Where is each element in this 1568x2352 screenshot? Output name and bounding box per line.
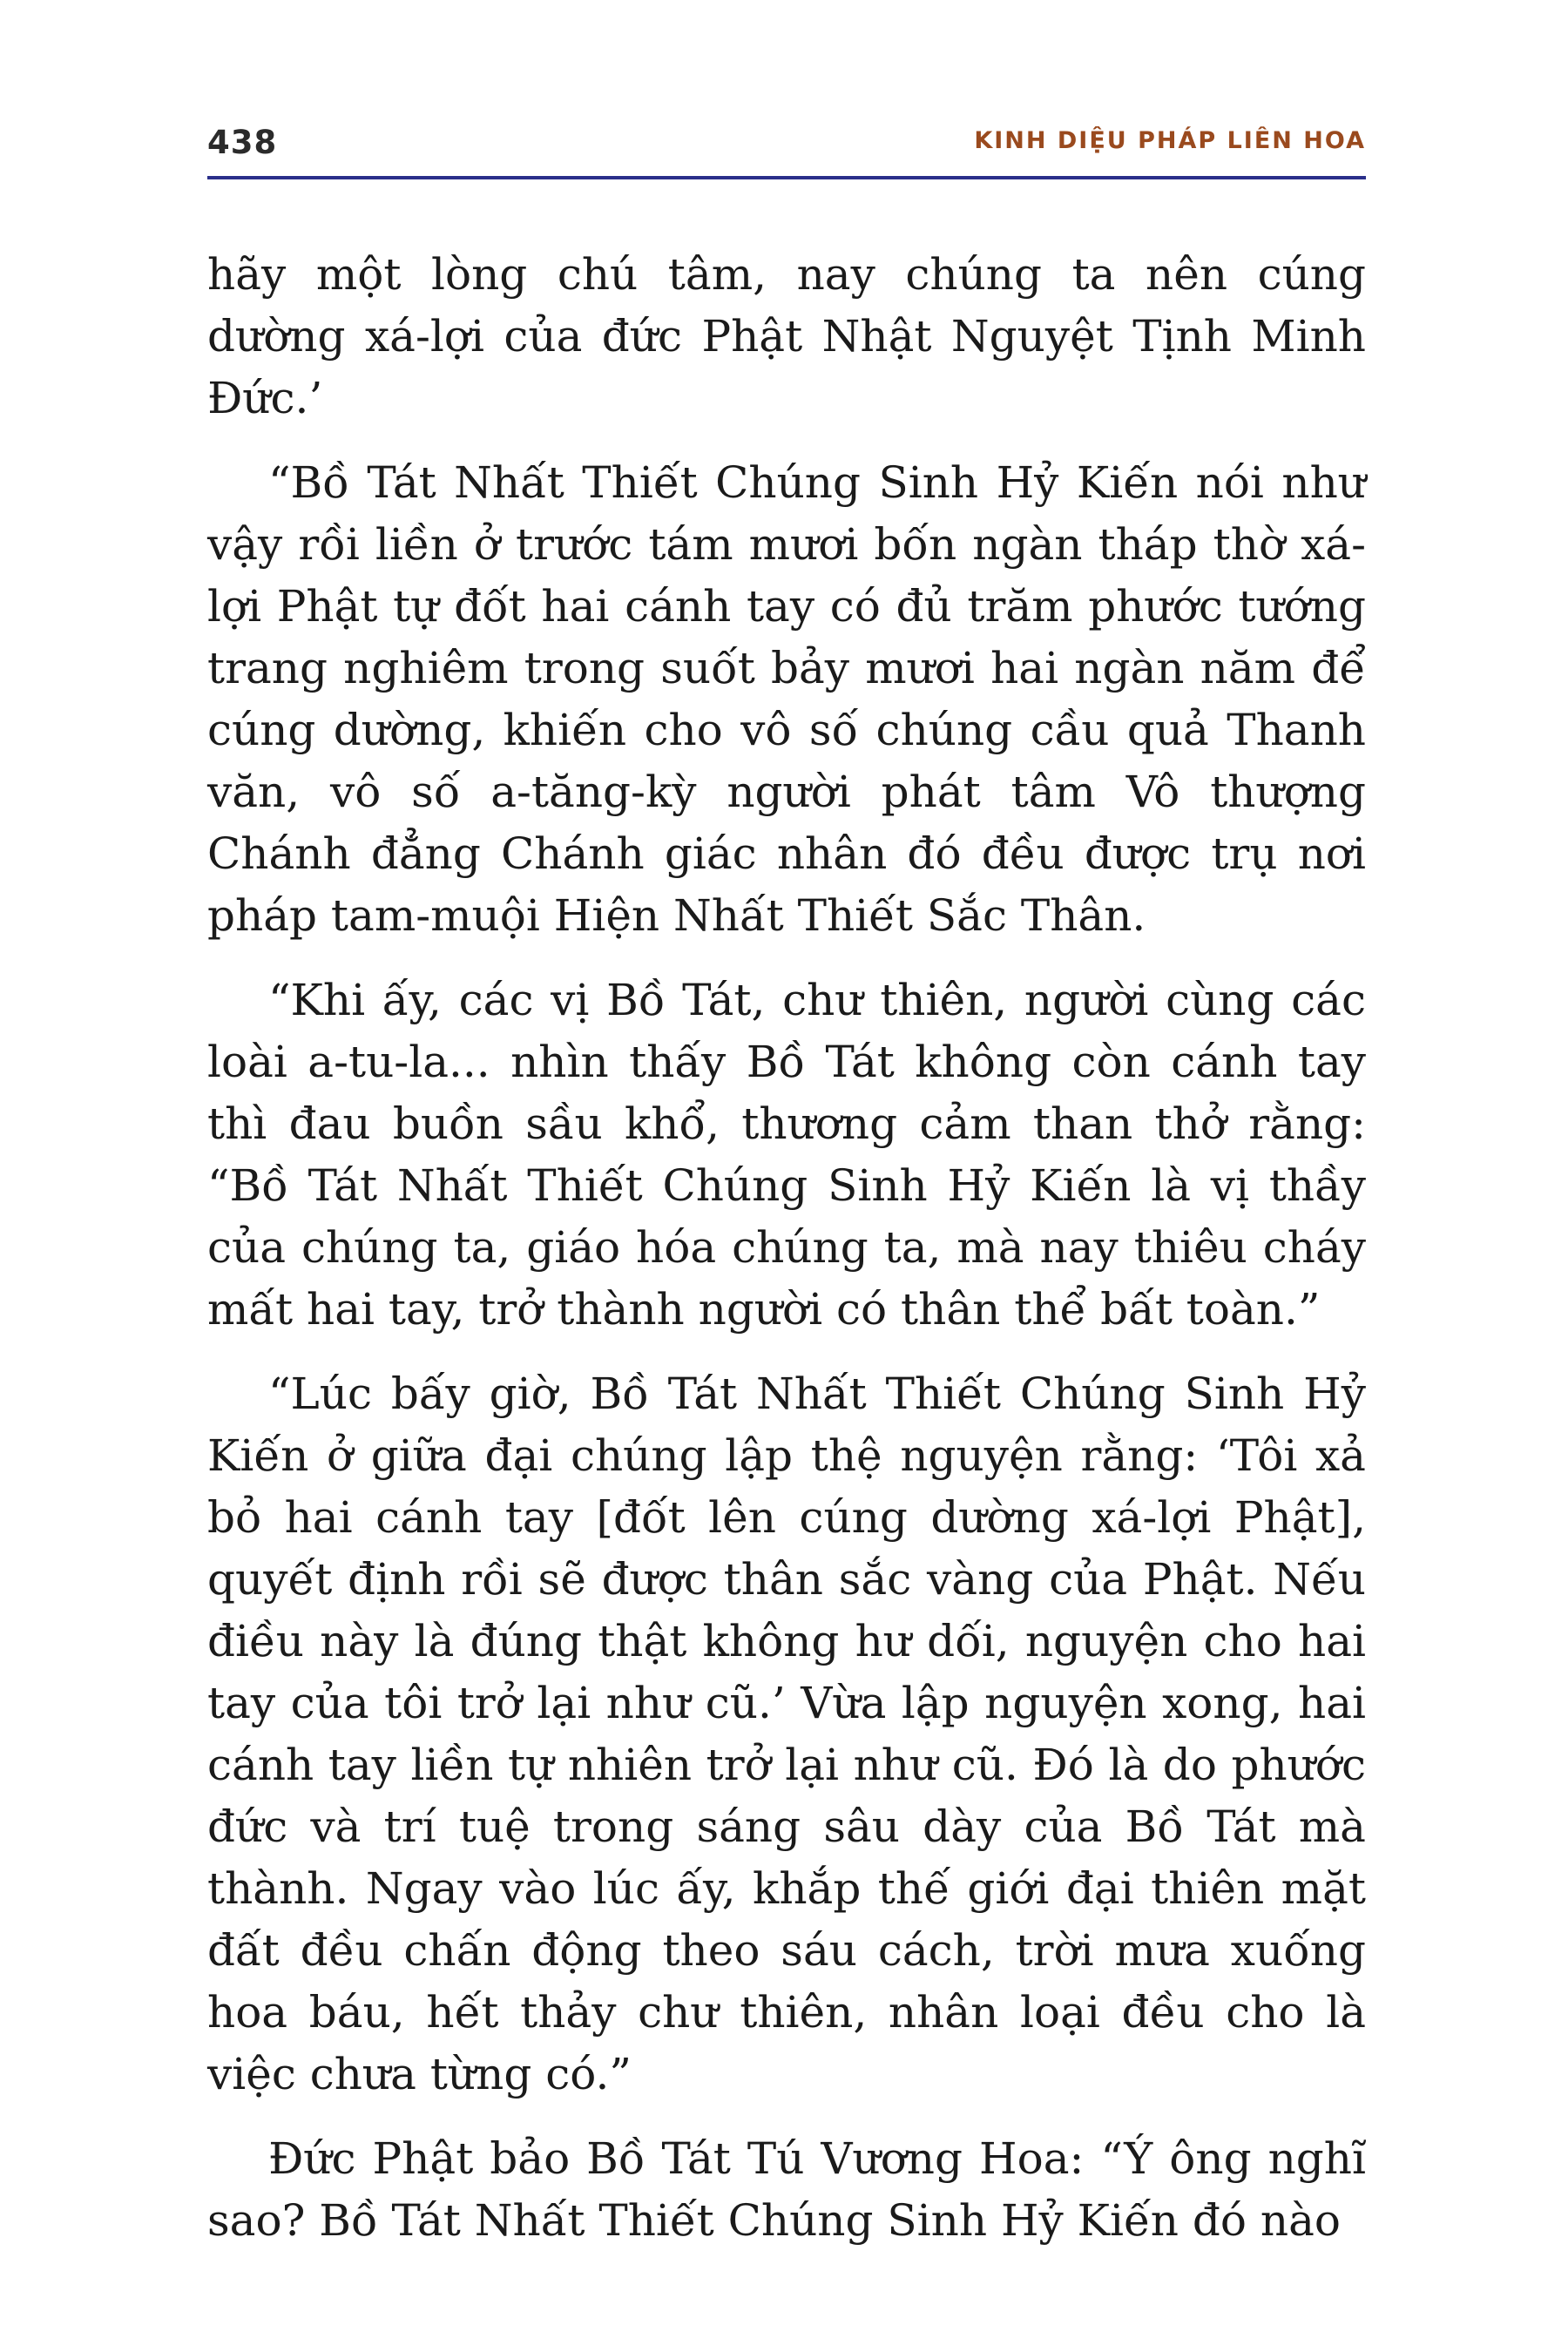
paragraph: Đức Phật bảo Bồ Tát Tú Vương Hoa: “Ý ông nghĩ sao? Bồ Tát Nhất Thiết Chúng Sinh Hỷ Kiến đó nào xyxy=(207,2133,1366,2246)
paragraph: “Khi ấy, các vị Bồ Tát, chư thiên, người cùng các loài a-tu-la... nhìn thấy Bồ Tát không còn cánh tay thì đau buồn sầu khổ, thương cảm than thở rằng: “Bồ Tát Nhất Thiết Chúng Sinh Hỷ Kiến là vị thầy của chúng ta, giáo hóa chúng ta, mà nay thiêu cháy mất hai tay, trở thành người có thân thể bất toàn.” xyxy=(207,975,1366,1335)
page-number: 438 xyxy=(207,124,278,161)
body-text xyxy=(207,244,1366,2274)
header-divider xyxy=(207,176,1366,179)
paragraph: hãy một lòng chú tâm, nay chúng ta nên cúng dường xá-lợi của đức Phật Nhật Nguyệt Tịnh Minh Đức.’ xyxy=(207,249,1366,423)
paragraph: “Lúc bấy giờ, Bồ Tát Nhất Thiết Chúng Sinh Hỷ Kiến ở giữa đại chúng lập thệ nguyện rằng: ‘Tôi xả bỏ hai cánh tay [đốt lên cúng dường xá-lợi Phật], quyết định rồi sẽ được thân sắc vàng của Phật. Nếu điều này là đúng thật không hư dối, nguyện cho hai tay của tôi trở lại như cũ.’ Vừa lập nguyện xong, hai cánh tay liền tự nhiên trở lại như cũ. Đó là do phước đức và trí tuệ trong sáng sâu dày của Bồ Tát mà thành. Ngay vào lúc ấy, khắp thế giới đại thiên mặt đất đều chấn động theo sáu cách, trời mưa xuống hoa báu, hết thảy chư thiên, nhân loại đều cho là việc chưa từng có.” xyxy=(207,1369,1366,2099)
paragraph: “Bồ Tát Nhất Thiết Chúng Sinh Hỷ Kiến nói như vậy rồi liền ở trước tám mươi bốn ngàn tháp thờ xá-lợi Phật tự đốt hai cánh tay có đủ trăm phước tướng trang nghiêm trong suốt bảy mươi hai ngàn năm để cúng dường, khiến cho vô số chúng cầu quả Thanh văn, vô số a-tăng-kỳ người phát tâm Vô thượng Chánh đẳng Chánh giác nhân đó đều được trụ nơi pháp tam-muội Hiện Nhất Thiết Sắc Thân. xyxy=(207,457,1366,941)
running-header xyxy=(207,124,1366,176)
book-title: KINH DIỆU PHÁP LIÊN HOA xyxy=(974,127,1366,154)
